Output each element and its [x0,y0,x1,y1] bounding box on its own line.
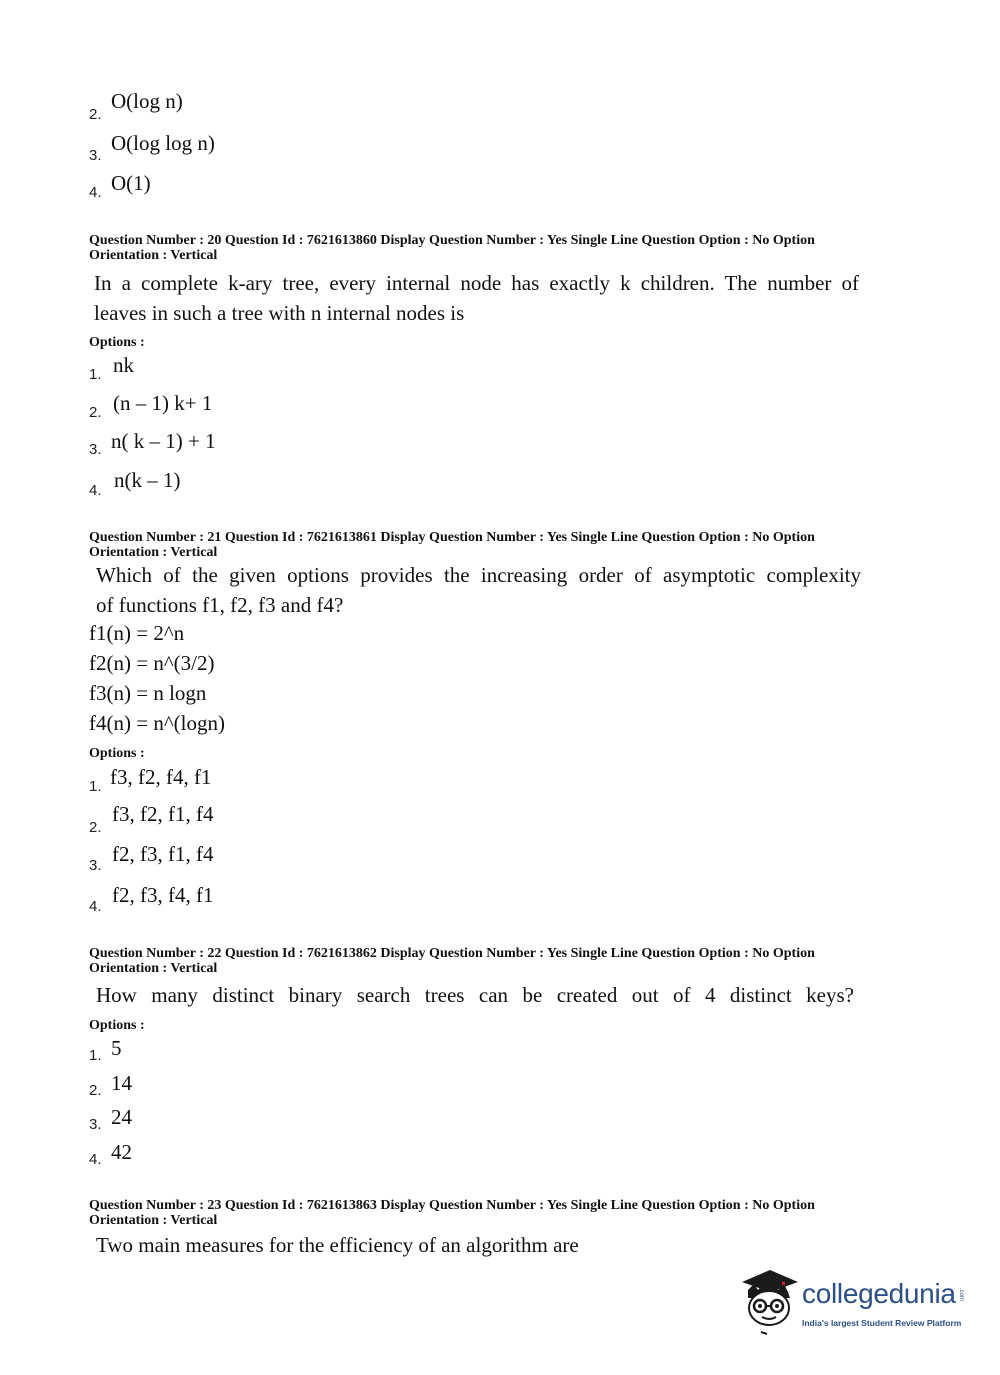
option-number: 4. [89,898,102,915]
option-number: 2. [89,106,102,123]
question-meta [89,530,859,560]
option-text: O(1) [111,171,151,195]
mascot-graduate-icon [740,1268,800,1340]
meta-line: Question Number : 21 Question Id : 7621613861 Display Question Number : Yes Single Line Question Option : No Option [89,530,815,545]
meta-line: Orientation : Vertical [89,961,218,976]
option-text: f3, f2, f4, f1 [110,765,212,789]
logo-tagline: India's largest Student Review Platform [802,1318,962,1328]
question-line: leaves in such a tree with n internal nodes is [94,301,465,325]
question-line: of functions f1, f2, f3 and f4? [96,593,344,617]
question-meta [89,946,859,976]
meta-line: Question Number : 22 Question Id : 7621613862 Display Question Number : Yes Single Line Question Option : No Option [89,946,815,961]
meta-line: Orientation : Vertical [89,248,218,263]
question-text [96,560,861,620]
option-number: 2. [89,1082,102,1099]
option-number: 4. [89,184,102,201]
option-number: 3. [89,147,102,164]
question-text [94,268,859,328]
question-meta [89,233,859,263]
question-text [96,980,854,1010]
option-text: n( k – 1) + 1 [111,429,216,453]
question-line: In a complete k-ary tree, every internal node has exactly k children. The number of [94,271,859,295]
option-text: 14 [111,1071,132,1095]
question-line: Which of the given options provides the increasing order of asymptotic complexity [96,563,861,587]
logo-wordmark: collegedunia [802,1278,956,1309]
option-text: 42 [111,1140,132,1164]
question-meta [89,1198,859,1228]
option-number: 1. [89,778,102,795]
option-number: 4. [89,1151,102,1168]
collegedunia-logo [740,1268,970,1340]
option-number: 2. [89,819,102,836]
option-text: n(k – 1) [114,468,181,492]
function-definition: f4(n) = n^(logn) [89,711,225,735]
options-label: Options : [89,335,145,350]
options-label: Options : [89,1018,145,1033]
option-text: 24 [111,1105,132,1129]
option-number: 3. [89,441,102,458]
options-label: Options : [89,746,145,761]
function-definition: f1(n) = 2^n [89,621,185,645]
function-definition: f2(n) = n^(3/2) [89,651,215,675]
option-number: 2. [89,404,102,421]
option-text: f3, f2, f1, f4 [112,802,214,826]
option-text: O(log log n) [111,131,215,155]
option-text: f2, f3, f1, f4 [112,842,214,866]
logo-domain-suffix: .com [958,1288,964,1302]
option-text: 5 [111,1036,122,1060]
meta-line: Orientation : Vertical [89,545,218,560]
option-text: (n – 1) k+ 1 [113,391,213,415]
question-text [96,1230,861,1260]
option-number: 1. [89,1047,102,1064]
option-text: nk [113,353,134,377]
function-list [89,618,225,738]
option-text: O(log n) [111,89,183,113]
option-number: 3. [89,857,102,874]
function-definition: f3(n) = n logn [89,681,207,705]
meta-line: Question Number : 23 Question Id : 7621613863 Display Question Number : Yes Single Line Question Option : No Option [89,1198,815,1213]
option-text: f2, f3, f4, f1 [112,883,214,907]
question-line: How many distinct binary search trees can be created out of 4 distinct keys? [96,983,854,1007]
question-line: Two main measures for the efficiency of an algorithm are [96,1233,579,1257]
meta-line: Question Number : 20 Question Id : 7621613860 Display Question Number : Yes Single Line Question Option : No Option [89,233,815,248]
option-number: 3. [89,1116,102,1133]
option-number: 4. [89,482,102,499]
meta-line: Orientation : Vertical [89,1213,218,1228]
option-number: 1. [89,366,102,383]
